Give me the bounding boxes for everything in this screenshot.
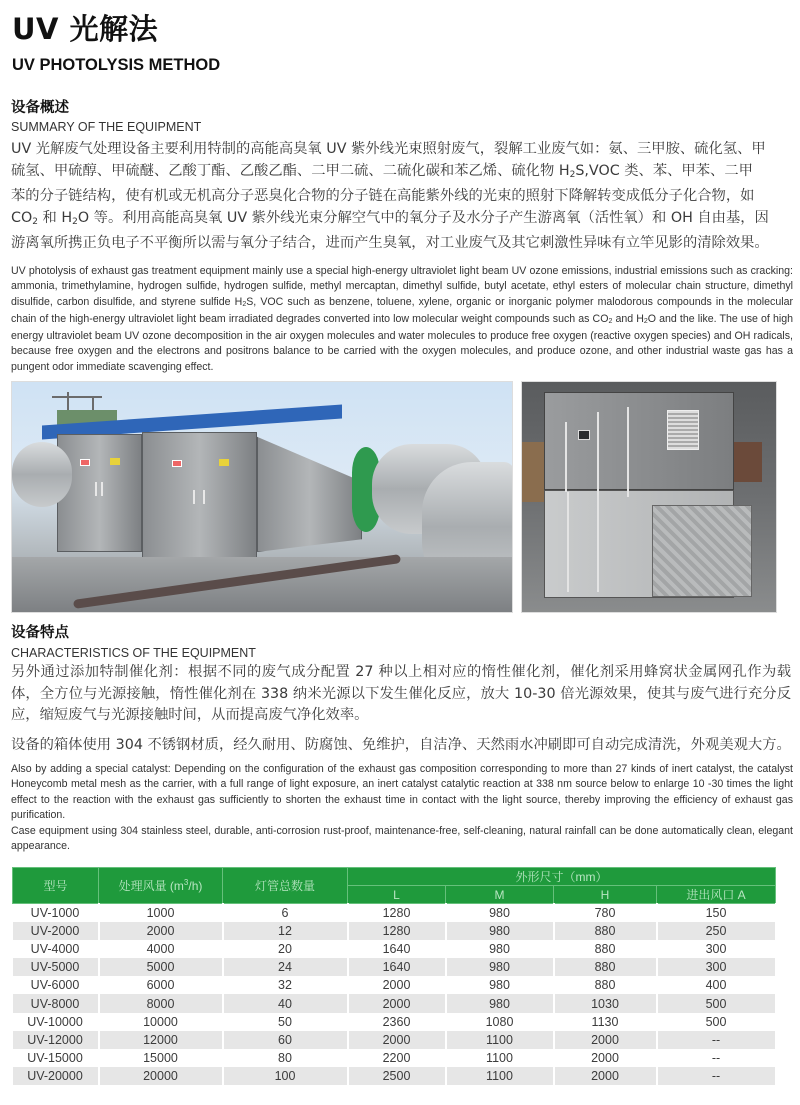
honeycomb-catalyst-tray xyxy=(652,505,752,597)
table-row: UV-1000 1000 6 1280 980 780 150 xyxy=(13,904,776,922)
summary-paragraph-cn xyxy=(11,139,791,255)
characteristics-heading-cn: 设备特点 xyxy=(11,625,69,641)
col-header-port: 进出风口 A xyxy=(657,886,776,904)
transition-hood xyxy=(257,424,362,552)
col-header-h: H xyxy=(554,886,657,904)
summary-cn-line-5: 游离氧所携正负电子不平衡所以需与氧分子结合，进而产生臭氧，对工业废气及其它刺激性异味有立竿见影的清除效果。 xyxy=(11,235,769,251)
table-row: UV-15000 15000 80 2200 1100 2000 -- xyxy=(13,1049,776,1067)
spec-table xyxy=(12,867,777,1085)
col-header-dimensions: 外形尺寸（mm） xyxy=(348,868,776,886)
table-row: UV-20000 20000 100 2500 1100 2000 -- xyxy=(13,1067,776,1085)
uv-unit-box-1 xyxy=(57,434,142,552)
viewing-window xyxy=(578,430,590,440)
summary-cn-line-3: 苯的分子链结构，使有机或无机高分子恶臭化合物的分子链在高能紫外线的光束的照射下降解转变成低分子化合物，如 xyxy=(11,188,755,204)
characteristics-paragraph-en-1: Also by adding a special catalyst: Depending on the configuration of the exhaust gas composition corresponding to more than 27 kinds of inert catalyst, the catalyst Honeycomb metal mesh as the carrier, with a full range of light exposure, an inert catalyst catalytic reaction at 338 nm source below to enlarge 10 -30 times the light effect to the reaction with the exhaust gas sufficiently to shorten the exhaust time in contact with the light source, thereby improving the efficiency of exhaust gas purification. xyxy=(11,763,793,821)
characteristics-heading-en: CHARACTERISTICS OF THE EQUIPMENT xyxy=(11,646,256,660)
characteristics-paragraph-en-2: Case equipment using 304 stainless steel, durable, anti-corrosion rust-proof, maintenance-free, self-cleaning, natural rainfall can be done automatically clean, elegant appearance. xyxy=(11,825,793,853)
page-title-cn: UV 光解法 xyxy=(12,12,159,46)
col-header-m: M xyxy=(446,886,554,904)
table-row: UV-12000 12000 60 2000 1100 2000 -- xyxy=(13,1031,776,1049)
table-row: UV-6000 6000 32 2000 980 880 400 xyxy=(13,976,776,994)
summary-cn-line-1: UV 光解废气处理设备主要利用特制的高能高臭氧 UV 紫外线光束照射废气，裂解工业废气如：氨、三甲胺、硫化氢、甲 xyxy=(11,141,766,157)
col-header-lamps: 灯管总数量 xyxy=(223,868,348,904)
col-header-model: 型号 xyxy=(13,868,99,904)
summary-cn-line-4: $CO_2$ 和 $H_2O$ 等。利用高能高臭氧 UV 紫外线光束分解空气中的氧分子及水分子产生游离氧（活性氧）和 OH 自由基，因 xyxy=(11,209,769,227)
table-row: UV-2000 2000 12 1280 980 880 250 xyxy=(13,922,776,940)
characteristics-paragraph-cn-2: 设备的箱体使用 304 不锈钢材质，经久耐用、防腐蚀、免维护，自洁净、天然雨水冲刷即可自动完成清洗，外观美观大方。 xyxy=(11,737,791,753)
table-row: UV-8000 8000 40 2000 980 1030 500 xyxy=(13,994,776,1012)
table-row: UV-5000 5000 24 1640 980 880 300 xyxy=(13,958,776,976)
col-header-l: L xyxy=(348,886,446,904)
indoor-uv-cabinet-photo xyxy=(521,381,777,613)
table-row: UV-4000 4000 20 1640 980 880 300 xyxy=(13,940,776,958)
cabinet-upper xyxy=(544,392,734,490)
left-duct xyxy=(12,442,72,507)
vent-grille xyxy=(667,410,699,450)
summary-heading-en: SUMMARY OF THE EQUIPMENT xyxy=(11,120,202,134)
col-header-airflow: 处理风量 $(m^3/h)$ xyxy=(99,868,223,904)
rooftop-uv-unit-photo xyxy=(11,381,513,613)
characteristics-paragraph-cn-1: 另外通过添加特制催化剂：根据不同的废气成分配置 27 种以上相对应的惰性催化剂，催化剂采用蜂窝状金属网孔作为载体，全方位与光源接触，惰性催化剂在 338 纳米光源以下发生催化反应，放大 10-30 倍光源效果，使其与废气进行充分反应，缩短废气与光源接触时间，从而提高废气净化效率。 xyxy=(11,664,791,723)
summary-paragraph-en: UV photolysis of exhaust gas treatment equipment mainly use a special high-energy ultraviolet light beam UV ozone emissions, industrial emissions such as cracking: ammonia, trimethylamine, hydrogen sulfide, hydrogen sulfide, methyl mercaptan, dimethyl sulfide, butyl acetate, ethyl esters of molecular chain structure, dimethyl disulfide, carbon disulfide, and styrene sulfide $H_2S$, VOC such as benzene, toluene, xylene, organic or inorganic polymer malodorous compounds in the molecular chain of the high-energy ultraviolet light beam irradiated degrades converted into low molecular weight compounds such as $CO_2$ and $H_2O$ and the like. The use of high energy ultraviolet beam UV ozone decomposition in the air oxygen molecules and water molecules to produce free oxygen (reactive oxygen species) and OH radicals, because free oxygen and the electrons and positrons balance to be carried with the oxygen molecules, and produce ozone, and other industrial waste gas has a pungent odor immediate scavenging effect. xyxy=(11,265,793,373)
table-row: UV-10000 10000 50 2360 1080 1130 500 xyxy=(13,1013,776,1031)
page-title-en: UV PHOTOLYSIS METHOD xyxy=(12,56,221,74)
summary-heading-cn: 设备概述 xyxy=(11,100,69,116)
summary-cn-line-2: 硫氢、甲硫醇、甲硫醚、乙酸丁酯、乙酸乙酯、二甲二硫、二硫化碳和苯乙烯、硫化物 $H_2S,VOC$ 类、苯、甲苯、二甲 xyxy=(11,162,753,180)
uv-unit-box-2 xyxy=(142,432,257,568)
